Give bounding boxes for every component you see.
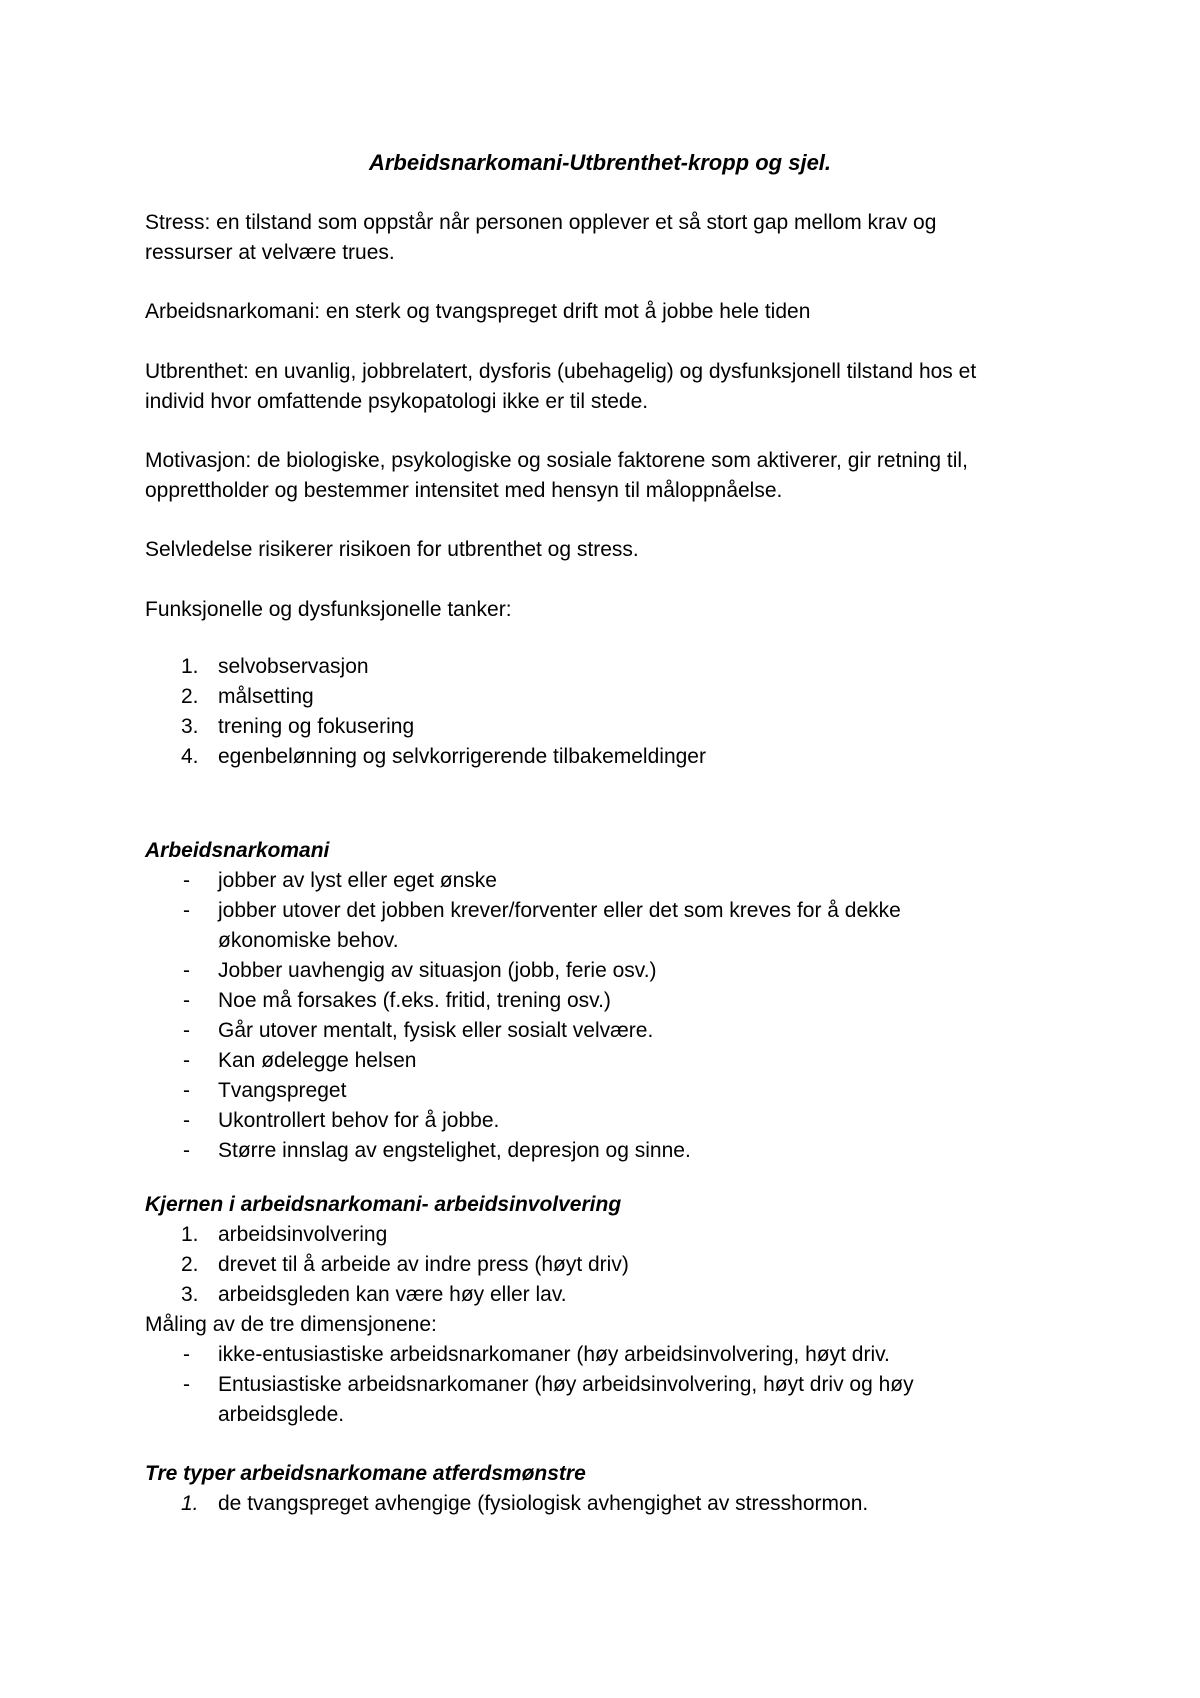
list-item-text: egenbelønning og selvkorrigerende tilbakemeldinger [218, 745, 706, 768]
list-item-text: Tvangspreget [218, 1079, 347, 1102]
definition-workaholism [145, 297, 1045, 327]
list-item [145, 1106, 1065, 1136]
list-item [145, 742, 1065, 772]
list-item-continuation [145, 1400, 1065, 1430]
list-item [145, 1076, 1065, 1106]
statement-line: Funksjonelle og dysfunksjonelle tanker: [145, 598, 512, 621]
dash-bullet: - [183, 869, 190, 892]
list-item [145, 1016, 1065, 1046]
list-number: 4. [181, 745, 199, 768]
list-item [145, 1250, 1065, 1280]
list-item-text: Går utover mentalt, fysisk eller sosialt velvære. [218, 1019, 654, 1042]
list-item [145, 1370, 1065, 1400]
dash-bullet: - [183, 959, 190, 982]
definition-motivation [145, 446, 1045, 506]
definition-line: Stress: en tilstand som oppstår når personen opplever et så stort gap mellom krav og [145, 211, 937, 234]
list-number: 3. [181, 715, 199, 738]
dash-bullet: - [183, 1019, 190, 1042]
list-item-text: ikke-entusiastiske arbeidsnarkomaner (høy arbeidsinvolvering, høyt driv. [218, 1343, 890, 1366]
list-item [145, 896, 1065, 926]
section-heading-types: Tre typer arbeidsnarkomane atferdsmønstre [145, 1462, 586, 1485]
self-leadership-statement [145, 535, 1045, 565]
list-item [145, 652, 1065, 682]
definition-line: Motivasjon: de biologiske, psykologiske og sosiale faktorene som aktiverer, gir retning til, [145, 449, 968, 472]
dash-bullet: - [183, 1139, 190, 1162]
list-item-text: arbeidsinvolvering [218, 1223, 388, 1246]
list-item-text: Kan ødelegge helsen [218, 1049, 417, 1072]
behavior-types-list [145, 1489, 1065, 1519]
dash-bullet: - [183, 899, 190, 922]
section-heading-workaholism: Arbeidsnarkomani [145, 839, 330, 862]
list-item-text: Større innslag av engstelighet, depresjon og sinne. [218, 1139, 691, 1162]
list-item-text: arbeidsglede. [218, 1403, 345, 1426]
dash-bullet: - [183, 1373, 190, 1396]
definition-line: ressurser at velvære trues. [145, 241, 395, 264]
list-item [145, 956, 1065, 986]
list-item-text: selvobservasjon [218, 655, 369, 678]
list-item-text: Ukontrollert behov for å jobbe. [218, 1109, 500, 1132]
document-title: Arbeidsnarkomani-Utbrenthet-kropp og sjel. [368, 150, 832, 175]
list-item [145, 1136, 1065, 1166]
dash-bullet: - [183, 1109, 190, 1132]
thoughts-list [145, 652, 1065, 772]
list-item-text: jobber utover det jobben krever/forventer eller det som kreves for å dekke [218, 899, 901, 922]
list-item-text: trening og fokusering [218, 715, 415, 738]
definition-line: Utbrenthet: en uvanlig, jobbrelatert, dysforis (ubehagelig) og dysfunksjonell tilstand hos et [145, 360, 977, 383]
definition-stress [145, 208, 1045, 268]
dash-bullet: - [183, 1049, 190, 1072]
list-item [145, 986, 1065, 1016]
list-item [145, 1220, 1065, 1250]
list-item-continuation [145, 926, 1065, 956]
section-heading-core: Kjernen i arbeidsnarkomani- arbeidsinvolvering [145, 1193, 622, 1216]
list-item-text: arbeidsgleden kan være høy eller lav. [218, 1283, 567, 1306]
statement-line: Selvledelse risikerer risikoen for utbrenthet og stress. [145, 538, 639, 561]
dash-bullet: - [183, 1079, 190, 1102]
definition-line: opprettholder og bestemmer intensitet med hensyn til måloppnåelse. [145, 479, 783, 502]
list-item [145, 1489, 1065, 1519]
list-number: 2. [181, 1253, 199, 1276]
list-item-text: økonomiske behov. [218, 929, 399, 952]
list-item [145, 1280, 1065, 1310]
list-number: 2. [181, 685, 199, 708]
list-number: 3. [181, 1283, 199, 1306]
list-item [145, 1046, 1065, 1076]
measurement-label [145, 1310, 1045, 1340]
list-item-text: Entusiastiske arbeidsnarkomaner (høy arbeidsinvolvering, høyt driv og høy [218, 1373, 914, 1396]
list-item-text: Noe må forsakes (f.eks. fritid, trening osv.) [218, 989, 611, 1012]
core-dimensions-list [145, 1220, 1065, 1310]
list-item-text: de tvangspreget avhengige (fysiologisk avhengighet av stresshormon. [218, 1492, 869, 1515]
statement-line: Måling av de tre dimensjonene: [145, 1313, 437, 1336]
definition-line: individ hvor omfattende psykopatologi ikke er til stede. [145, 390, 649, 413]
list-item-text: Jobber uavhengig av situasjon (jobb, ferie osv.) [218, 959, 657, 982]
thoughts-intro [145, 595, 1045, 625]
list-item [145, 712, 1065, 742]
list-item [145, 866, 1065, 896]
dash-bullet: - [183, 1343, 190, 1366]
list-item-text: jobber av lyst eller eget ønske [218, 869, 497, 892]
workaholism-traits-list [145, 866, 1065, 1166]
list-number: 1. [181, 1492, 199, 1515]
list-item-text: drevet til å arbeide av indre press (høyt driv) [218, 1253, 629, 1276]
list-number: 1. [181, 655, 199, 678]
definition-burnout [145, 357, 1045, 417]
list-number: 1. [181, 1223, 199, 1246]
list-item [145, 682, 1065, 712]
definition-line: Arbeidsnarkomani: en sterk og tvangspreget drift mot å jobbe hele tiden [145, 300, 811, 323]
list-item [145, 1340, 1065, 1370]
list-item-text: målsetting [218, 685, 314, 708]
dash-bullet: - [183, 989, 190, 1012]
measurement-list [145, 1340, 1065, 1430]
